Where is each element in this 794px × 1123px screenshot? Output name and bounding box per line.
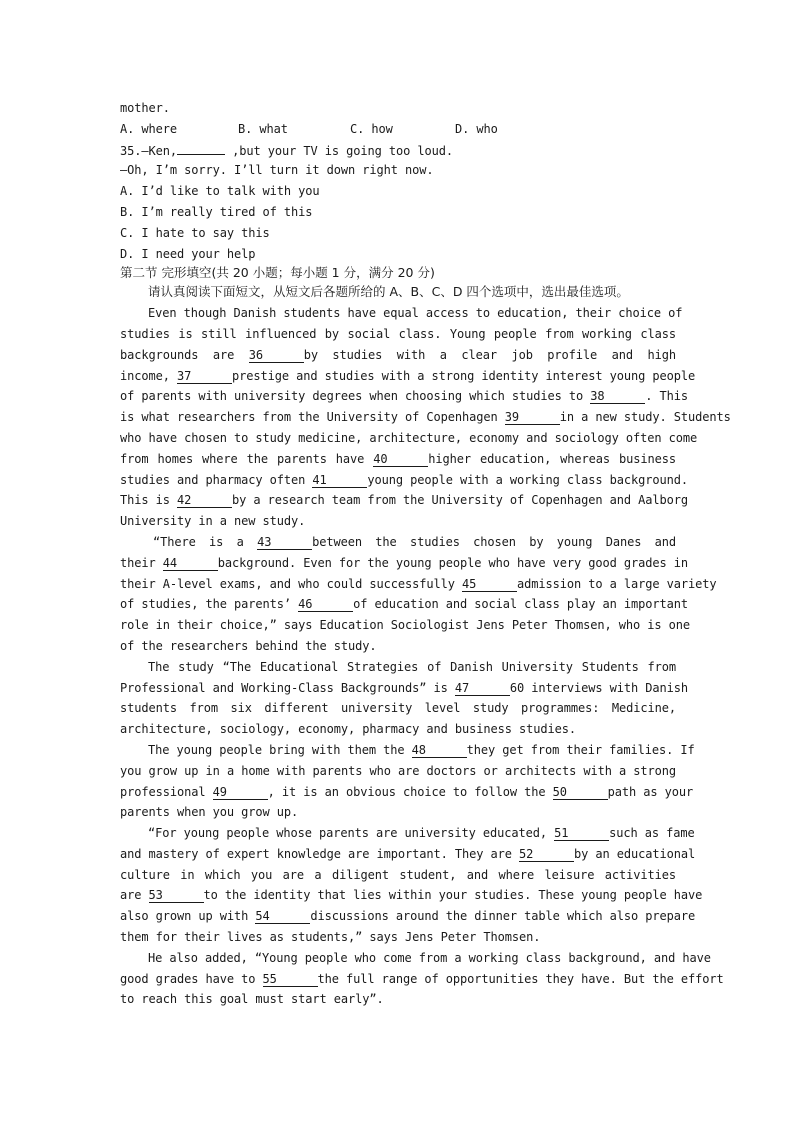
blank-49: 49 — [213, 785, 268, 800]
blank-46: 46 — [298, 597, 353, 612]
section-instruction: 请认真阅读下面短文，从短文后各题所给的 A、B、C、D 四个选项中，选出最佳选项。 — [148, 284, 629, 300]
blank-50: 50 — [553, 785, 608, 800]
passage-text: by a research team from the University of Copenhagen and Aalborg — [232, 493, 688, 508]
passage-line — [120, 844, 696, 865]
passage-line: who have chosen to study medicine, architecture, economy and sociology often come — [120, 430, 698, 445]
passage-line: students from six different university level study programmes: Medicine, — [120, 701, 676, 716]
q34-options — [120, 119, 676, 140]
q34-option-b: B. what — [238, 121, 288, 136]
passage-text: by an educational — [573, 846, 696, 861]
passage-line — [120, 490, 688, 511]
passage-line — [120, 740, 695, 761]
passage-text: higher education, whereas business — [428, 451, 676, 466]
passage-text: their — [120, 555, 163, 570]
blank-52: 52 — [519, 847, 574, 862]
passage-line: you grow up in a home with parents who are doctors or architects with a strong — [120, 763, 676, 778]
blank-43: 43 — [257, 535, 312, 550]
passage-line — [120, 678, 688, 699]
blank-41: 41 — [312, 473, 367, 488]
blank-55: 55 — [263, 972, 318, 987]
blank-40: 40 — [373, 452, 428, 467]
q34-option-a: A. where — [120, 121, 177, 136]
blank-54: 54 — [255, 909, 310, 924]
cloze-passage — [120, 303, 731, 1010]
passage-line — [120, 574, 717, 595]
blank-37: 37 — [177, 369, 232, 384]
blank-36: 36 — [249, 348, 304, 363]
passage-text: . This — [645, 389, 688, 404]
passage-line: role in their choice,” says Education Sociologist Jens Peter Thomsen, who is one — [120, 618, 690, 633]
passage-text: from homes where the parents have — [120, 451, 374, 466]
q35-stem-end: ,but your TV is going too loud. — [225, 143, 453, 158]
passage-line: culture in which you are a diligent student, and where leisure activities — [120, 867, 676, 882]
passage-line: parents when you grow up. — [120, 805, 299, 820]
passage-text: income, — [120, 368, 177, 383]
exam-page — [120, 98, 731, 1010]
passage-text: in a new study. Students — [559, 410, 731, 425]
passage-line: architecture, sociology, economy, pharmacy and business studies. — [120, 722, 576, 737]
passage-text: Professional and Working-Class Backgrounds” is — [120, 680, 455, 695]
passage-text: studies and pharmacy often — [120, 472, 313, 487]
passage-line — [120, 782, 694, 803]
passage-line: studies is still influenced by social class. Young people from working class — [120, 326, 676, 341]
passage-line — [120, 594, 688, 615]
passage-line: University in a new study. — [120, 514, 306, 529]
passage-line: He also added, “Young people who come from a working class background, and have — [148, 950, 711, 965]
passage-text: backgrounds are — [120, 347, 249, 362]
q34-option-c: C. how — [350, 121, 393, 136]
passage-text: they get from their families. If — [466, 742, 695, 757]
passage-line — [120, 407, 731, 428]
passage-text: This is — [120, 493, 177, 508]
passage-line — [120, 823, 695, 844]
section-title: 第二节 完形填空(共 20 小题；每小题 1 分，满分 20 分) — [120, 265, 435, 281]
passage-line: them for their lives as students,” says Jens Peter Thomsen. — [120, 930, 541, 945]
blank-44: 44 — [163, 556, 218, 571]
q35-option-d: D. I need your help — [120, 246, 256, 261]
passage-text: path as your — [607, 784, 694, 799]
passage-line — [120, 386, 688, 407]
passage-text: to the identity that lies within your studies. These young people have — [203, 888, 703, 903]
blank-47: 47 — [455, 681, 510, 696]
q34-stem-tail: mother. — [120, 101, 170, 115]
passage-text: is what researchers from the University of Copenhagen — [120, 410, 505, 425]
passage-text: , it is an obvious choice to follow the — [267, 784, 553, 799]
passage-line — [120, 470, 688, 491]
passage-text: such as fame — [609, 826, 695, 841]
passage-text: good grades have to — [120, 971, 263, 986]
blank-48: 48 — [412, 743, 467, 758]
passage-text: The young people bring with them the — [148, 742, 412, 757]
blank-53: 53 — [149, 888, 204, 903]
passage-text: of studies, the parents’ — [120, 597, 299, 612]
passage-line: of the researchers behind the study. — [120, 638, 377, 653]
passage-text: their A-level exams, and who could successfully — [120, 576, 462, 591]
passage-text: between the studies chosen by young Danes and — [312, 534, 677, 549]
passage-line — [120, 553, 688, 574]
passage-text: young people with a working class background. — [367, 472, 688, 487]
blank-45: 45 — [462, 577, 517, 592]
passage-text: are — [120, 888, 149, 903]
q35-stem-start: 35.—Ken, — [120, 143, 177, 158]
passage-text: “For young people whose parents are university educated, — [148, 826, 555, 841]
passage-text: and mastery of expert knowledge are important. They are — [120, 846, 519, 861]
passage-line: The study “The Educational Strategies of Danish University Students from — [148, 659, 676, 674]
passage-text: of parents with university degrees when choosing which studies to — [120, 389, 591, 404]
blank-51: 51 — [554, 826, 609, 841]
passage-text: prestige and studies with a strong identity interest young people — [232, 368, 696, 383]
passage-line: to reach this goal must start early”. — [120, 992, 384, 1007]
q34-option-d: D. who — [455, 121, 498, 136]
q35-option-b: B. I’m really tired of this — [120, 204, 313, 219]
passage-text: 60 interviews with Danish — [509, 680, 688, 695]
passage-line — [120, 345, 676, 366]
q35-reply: —Oh, I’m sorry. I’ll turn it down right now. — [120, 163, 434, 178]
passage-text: admission to a large variety — [516, 576, 717, 591]
passage-line — [120, 969, 724, 990]
passage-text: the full range of opportunities they have. But the effort — [317, 971, 724, 986]
q35-blank — [177, 140, 225, 155]
passage-line — [120, 906, 696, 927]
passage-text: by studies with a clear job profile and high — [303, 347, 676, 362]
blank-42: 42 — [177, 493, 232, 508]
blank-39: 39 — [505, 410, 560, 425]
q35-option-c: C. I hate to say this — [120, 225, 270, 240]
passage-line — [120, 449, 676, 470]
blank-38: 38 — [590, 389, 645, 404]
passage-line — [120, 532, 676, 553]
passage-line — [120, 885, 703, 906]
q35-option-a: A. I’d like to talk with you — [120, 184, 320, 199]
q35-stem — [120, 140, 676, 161]
passage-text: “There is a — [153, 534, 258, 549]
passage-line — [120, 366, 696, 387]
passage-line: Even though Danish students have equal access to education, their choice of — [148, 306, 683, 321]
passage-text: discussions around the dinner table which also prepare — [310, 909, 696, 924]
passage-text: of education and social class play an important — [353, 597, 688, 612]
passage-text: professional — [120, 784, 213, 799]
passage-text: also grown up with — [120, 909, 256, 924]
passage-text: background. Even for the young people who have very good grades in — [217, 555, 688, 570]
